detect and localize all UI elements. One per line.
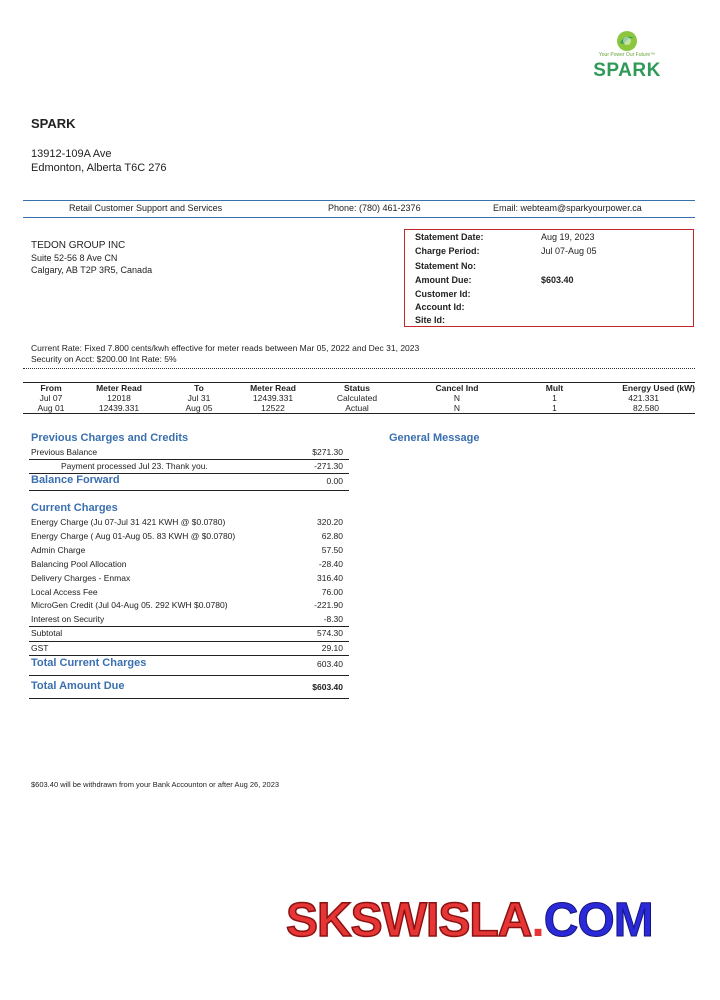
divider (29, 490, 349, 491)
rate-line: Current Rate: Fixed 7.800 cents/kwh effective for meter reads between Mar 05, 2022 and Dec 31, 2023 (31, 343, 420, 353)
account-id-label: Account Id: (415, 302, 465, 312)
logo-name: SPARK (593, 60, 661, 81)
previous-balance-amount: $271.30 (312, 447, 343, 457)
col-meter-read-2: Meter Read (239, 383, 307, 394)
divider (29, 675, 349, 676)
total-due-label: Total Amount Due (31, 680, 125, 692)
list-item (31, 614, 349, 624)
col-status: Status (307, 383, 407, 394)
charge-label: Local Access Fee (31, 587, 98, 597)
logo-tagline: Your Power Our Future™ (598, 52, 656, 58)
gst-amount: 29.10 (321, 643, 343, 653)
charge-amount: 316.40 (317, 573, 343, 583)
amount-due: $603.40 (541, 275, 574, 285)
list-item (31, 573, 349, 583)
cell: 421.331 (628, 393, 659, 403)
watermark-red-text: SKSWISLA (286, 894, 532, 947)
general-message-title: General Message (389, 432, 480, 444)
cell: 12522 (239, 403, 307, 414)
gst-row (31, 643, 349, 653)
cell: Calculated (336, 393, 378, 403)
payment-label: Payment processed Jul 23. Thank you. (61, 461, 208, 471)
charge-label: Balancing Pool Allocation (31, 559, 127, 569)
total-due-row (31, 680, 349, 692)
contact-bar (23, 200, 695, 218)
charge-amount: 62.80 (321, 531, 343, 541)
list-item (31, 531, 349, 541)
previous-charges-title: Previous Charges and Credits (31, 432, 189, 444)
charge-amount: 76.00 (321, 587, 343, 597)
charge-amount: -28.40 (318, 559, 343, 569)
charge-label: Interest on Security (31, 614, 105, 624)
cell: 1 (507, 403, 602, 414)
cell: 12439.331 (79, 403, 159, 414)
meter-header-row (23, 383, 695, 394)
table-row (23, 393, 695, 403)
customer-line1: Suite 52-56 8 Ave CN (31, 253, 118, 263)
statement-summary-box (404, 229, 694, 327)
col-to: To (159, 383, 239, 394)
cell: Jul 07 (39, 393, 63, 403)
subtotal-row (31, 628, 349, 638)
phone-label: Phone: (780) 461-2376 (328, 203, 421, 213)
charge-label: Energy Charge ( Aug 01-Aug 05. 83 KWH @ $0.0780) (31, 531, 236, 541)
col-meter-read: Meter Read (79, 383, 159, 394)
company-address-line2: Edmonton, Alberta T6C 276 (31, 162, 167, 174)
divider (29, 459, 349, 460)
watermark-dot: . (531, 894, 544, 947)
table-row (23, 403, 695, 414)
col-cancel-ind: Cancel Ind (407, 383, 507, 394)
watermark-blue-text: COM (543, 894, 653, 947)
charge-period-label: Charge Period: (415, 246, 480, 256)
spark-swirl-icon (616, 30, 638, 52)
total-current-amount: 603.40 (317, 659, 343, 669)
total-current-row (31, 657, 349, 669)
list-item (31, 517, 349, 527)
charge-label: Admin Charge (31, 545, 86, 555)
security-line: Security on Acct: $200.00 Int Rate: 5% (31, 354, 177, 364)
charge-period: Jul 07-Aug 05 (541, 246, 597, 256)
total-due-amount: $603.40 (312, 682, 343, 692)
divider (29, 641, 349, 642)
charge-label: Energy Charge (Ju 07-Jul 31 421 KWH @ $0.0780) (31, 517, 226, 527)
divider (29, 655, 349, 656)
withdrawal-note: $603.40 will be withdrawn from your Bank Accounton or after Aug 26, 2023 (31, 780, 280, 789)
charge-amount: 57.50 (321, 545, 343, 555)
site-id-label: Site Id: (415, 315, 446, 325)
list-item (31, 559, 349, 569)
email-link[interactable]: Email: webteam@sparkyourpower.ca (493, 203, 642, 213)
cell: Aug 01 (23, 403, 79, 414)
payment-amount: -271.30 (314, 461, 343, 471)
company-name: SPARK (31, 116, 76, 131)
charge-amount: -8.30 (323, 614, 343, 624)
divider (29, 698, 349, 699)
cell: N (407, 403, 507, 414)
previous-balance-row (31, 447, 349, 457)
charge-amount: -221.90 (314, 600, 343, 610)
subtotal-amount: 574.30 (317, 628, 343, 638)
total-current-label: Total Current Charges (31, 657, 147, 669)
cell: 12439.331 (252, 393, 294, 403)
list-item (31, 600, 349, 610)
cell: Actual (307, 403, 407, 414)
statement-date-label: Statement Date: (415, 232, 484, 242)
cell: Jul 31 (187, 393, 211, 403)
payment-row (31, 461, 349, 471)
col-mult: Mult (507, 383, 602, 394)
col-from: From (23, 383, 79, 394)
customer-address (31, 240, 152, 276)
col-energy-used: Energy Used (kW) (602, 383, 695, 394)
customer-line2: Calgary, AB T2P 3R5, Canada (31, 265, 153, 275)
cell: 1 (552, 393, 557, 403)
watermark (286, 893, 653, 948)
subtotal-label: Subtotal (31, 628, 63, 638)
rate-info (31, 343, 419, 365)
statement-no-label: Statement No: (415, 261, 477, 271)
list-item (31, 545, 349, 555)
service-label: Retail Customer Support and Services (69, 203, 223, 213)
company-address (31, 147, 167, 175)
charge-amount: 320.20 (317, 517, 343, 527)
divider (29, 626, 349, 627)
balance-forward-label: Balance Forward (31, 474, 120, 486)
cell: 12018 (107, 393, 131, 403)
company-address-line1: 13912-109A Ave (31, 148, 112, 160)
meter-read-table (23, 382, 695, 414)
balance-forward-row (31, 474, 349, 486)
previous-balance-label: Previous Balance (31, 447, 98, 457)
amount-due-label: Amount Due: (415, 275, 472, 285)
cell: 82.580 (602, 403, 695, 414)
customer-id-label: Customer Id: (415, 289, 471, 299)
cell: N (453, 393, 461, 403)
dotted-divider (23, 368, 695, 369)
charge-label: Delivery Charges - Enmax (31, 573, 131, 583)
spark-logo (588, 30, 666, 82)
cell: Aug 05 (159, 403, 239, 414)
balance-forward-amount: 0.00 (326, 476, 343, 486)
statement-date: Aug 19, 2023 (541, 232, 595, 242)
gst-label: GST (31, 643, 49, 653)
customer-name: TEDON GROUP INC (31, 240, 126, 251)
current-charges-title: Current Charges (31, 502, 118, 514)
charge-label: MicroGen Credit (Jul 04-Aug 05. 292 KWH $0.0780) (31, 600, 228, 610)
list-item (31, 587, 349, 597)
